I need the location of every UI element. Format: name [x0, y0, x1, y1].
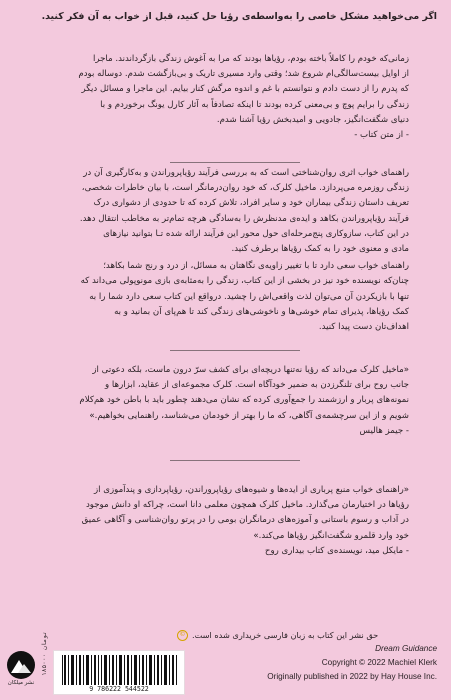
quote-2-author: - مایکل مید، نویسنده‌ی کتاب بیداری روح: [264, 545, 409, 556]
rights-fa-text: حق نشر این کتاب به زبان فارسی خریداری شده است.: [192, 630, 379, 640]
quote-1-line: شویم و از این سرچشمه‌ی آگاهی، که ما را بهتر از خودمان می‌شناسد، راهنمایی بخواهیم.»: [89, 410, 409, 421]
header-line: اگر می‌خواهید مشکل خاصی را به‌واسطه‌ی رؤیا حل کنید، قبل از خواب به آن فکر کنید.: [41, 11, 437, 22]
barcode-number: 9 786222 544522: [89, 685, 149, 693]
publisher-line: Originally published in 2022 by Hay House Inc.: [267, 672, 437, 681]
quote-1-line: «ماخیل کلرک می‌داند که رؤیا نه‌تنها دریچه‌ای برای کشف سرّ درون ماست، بلکه دعوتی از: [92, 365, 409, 375]
excerpt-1-line: دنیای شگفت‌انگیز، جادویی و امیدبخش رؤیا آشنا شدم.: [216, 114, 409, 125]
copyright-icon: ©: [177, 630, 188, 641]
rights-block: [177, 628, 437, 684]
excerpt-2-para2-line: چنان‌که نویسنده خود نیز در بخشی از این کتاب، زندگی را به‌مثابه‌ی بازی مونوپولی می‌داند که: [80, 276, 409, 287]
excerpt-1-line: زندگی را برایم پوچ و بی‌معنی کرده بودند تا اینکه تصادفاً به آثار کارل یونگ برخوردم و با: [100, 99, 409, 110]
quote-1-line: نمونه‌های پربار و ارزشمند را جمع‌آوری کرده که نشان می‌دهند چطور باید با باطن خود هم‌کلام: [79, 395, 409, 406]
excerpt-2-para2-line: راهنمای خواب سعی دارد تا با تغییر زاویه‌ی نگاهتان به مسائل، از درد و رنج شما بکاهد؛: [103, 261, 409, 272]
quote-1-line: جانب روح برای تلنگرزدن به ضمیر خودآگاه است. کلرک مجموعه‌ای از عقاید، ابزارها و: [105, 380, 409, 391]
quote-2-line: در آداب و رسوم باستانی و آموزه‌های درمانگران بومی را در پرتو روان‌شناسی و آگاهی عمیق: [81, 515, 409, 526]
quote-2-line: رؤیاها در اختیارمان می‌گذارد. ماخیل کلرک همچون معلمی دانا است، چراکه او دانش موجود: [85, 500, 409, 511]
publisher-logo-text: نشر میلکان: [7, 680, 35, 686]
excerpt-1-line: از اوایل بیست‌سالگی‌ام شروع شد؛ وقتی وارد مسیری تاریک و بی‌بازگشت شدم. دوساله بودم: [78, 69, 409, 80]
divider: [170, 350, 300, 351]
excerpt-1: [33, 52, 409, 143]
quote-2-line: «راهنمای خواب منبع پرباری از ایده‌ها و شیوه‌های رؤیاپروراندن، رؤیاپردازی و پندآموزی از: [93, 485, 409, 495]
excerpt-2-para1-line: فرآیند رؤیاپروراندن بکاهد و ایده‌ی مدنظرش را به‌سادگی هرچه تمام‌تر به مخاطب انتقال دهد.: [79, 213, 409, 224]
excerpt-1-line: که پدرم را از دست دادم و نتوانستم با غم و اندوه مرگش کنار بیایم. این ماجرا و مسائل دیگر: [81, 84, 409, 95]
quote-1: [33, 363, 409, 439]
excerpt-2-para1-line: راهنمای خواب اثری روان‌شناختی است که به بررسی فرآیند رؤیاپروراندن و به‌کارگیری آن در: [83, 168, 409, 178]
price-vertical: ۱۸۵۰۰۰ تومان: [41, 631, 48, 677]
excerpt-1-source: - از متن کتاب -: [354, 130, 409, 141]
excerpt-2: [33, 166, 409, 335]
publisher-logo: [5, 650, 37, 690]
original-title: Dream Guidance: [375, 644, 437, 653]
excerpt-2-para2-line: اهداف‌تان دست پیدا کنید.: [318, 322, 409, 333]
excerpt-2-para1-line: مادی و معنوی خود را به کمک رؤیاها برطرف کنید.: [231, 244, 409, 255]
barcode-bars: [60, 655, 178, 685]
divider: [170, 460, 300, 461]
rights-fa: [177, 628, 437, 642]
excerpt-2-para1-line: زندگی روزمره می‌پردازد. ماخیل کلرک، که خود روان‌درمانگر است، با بیان خاطرات شخصی،: [81, 183, 409, 194]
quote-1-author: - جیمز هالیس: [359, 425, 409, 436]
quote-2-line: خود وارد قلمرو شگفت‌انگیز رؤیاها می‌کند.»: [253, 530, 409, 541]
excerpt-2-para1-line: در این کتاب، سازوکاری پنج‌مرحله‌ای حول محور این فرآیند ارائه شده تـا بتوانید نیازهای: [103, 228, 409, 239]
quote-2: [33, 483, 409, 559]
barcode: [53, 650, 185, 695]
excerpt-2-para1-line: تعریف داستان زندگی بیماران خود و سایر افراد، تلاش کرده که تا حدودی از دشواری درک: [93, 198, 409, 209]
excerpt-2-para2-line: تنها با بازیکردن آن می‌توان لذت واقعی‌اش را چشید. درواقع این کتاب سعی دارد شما را به: [89, 291, 409, 302]
divider: [170, 162, 300, 163]
copyright-line: Copyright © 2022 Machiel Klerk: [321, 658, 437, 667]
excerpt-1-line: زمانی‌که خودم را کاملاً باخته بودم، رؤیاها بودند که مرا به آغوش زندگی بازگرداندند. ماجرا: [92, 54, 409, 64]
excerpt-2-para2-line: کمک رؤیاها، پذیرای تمام خوشی‌ها و ناخوشی‌های زندگی کند تا هم‌پای آن بمانید و به: [114, 306, 409, 317]
